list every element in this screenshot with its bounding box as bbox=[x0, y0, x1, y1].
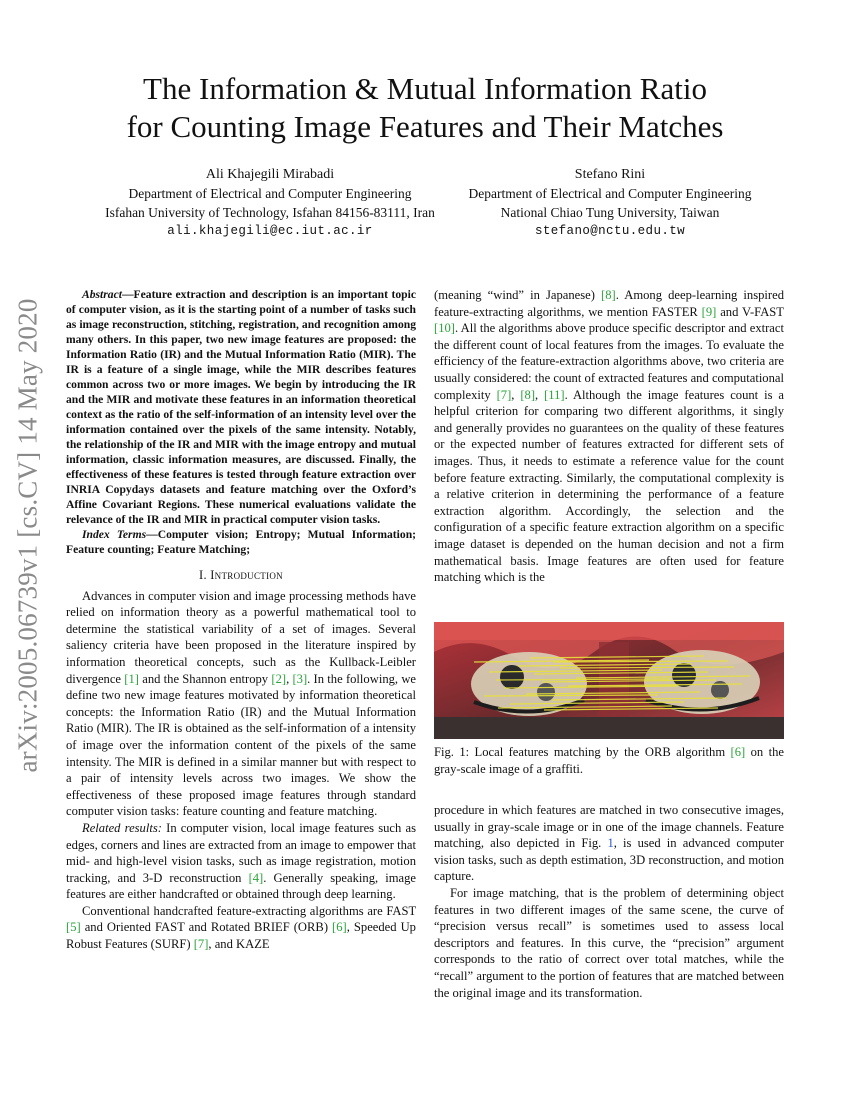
text-run: . In the following, we define two new image features motivated by information theoretical concepts: the Information Ratio (IR) and the Mutual Information Ratio (MIR). The IR is obtained as the self-information of a intensity of image over the information content of the pixels of the same intensity. The MIR is defined in a similar manner but with respect to a pair of intensity levels across two images. We show the effectiveness of these proposed image features through standard computer vision tasks: feature counting and feature matching. bbox=[66, 671, 417, 819]
citation-link[interactable]: [2] bbox=[271, 671, 287, 686]
citation-link[interactable]: [8] bbox=[520, 387, 536, 402]
citation-link[interactable]: [8] bbox=[601, 288, 616, 302]
text-run: Fig. 1: Local features matching by the ORB algorithm bbox=[434, 745, 731, 759]
text-run: on the gray-scale image of a graffiti. bbox=[434, 745, 784, 776]
right-column-bottom bbox=[434, 802, 784, 1001]
paper-title bbox=[60, 70, 790, 146]
text-run: . Among deep-learning inspired feature-extracting algorithms, we mention FASTER bbox=[434, 288, 784, 319]
text-run: , and KAZE bbox=[208, 937, 270, 952]
author-name: Stefano Rini bbox=[574, 167, 646, 182]
citation-link[interactable]: [6] bbox=[730, 745, 746, 759]
citation-link[interactable]: [10] bbox=[434, 321, 455, 336]
right-paragraph-2 bbox=[434, 802, 784, 885]
text-run: and Oriented FAST and Rotated BRIEF (ORB) bbox=[80, 920, 333, 935]
citation-link[interactable]: [7] bbox=[496, 387, 512, 402]
citation-link[interactable]: [5] bbox=[66, 920, 81, 935]
text-run: , bbox=[535, 387, 545, 402]
text-run: , Speeded Up Robust Features (SURF) bbox=[66, 920, 416, 952]
right-paragraph-1 bbox=[434, 287, 784, 586]
related-results-label: Related results: bbox=[82, 820, 162, 835]
text-run: , is used in advanced computer vision tasks, such as depth estimation, 3D reconstruction, and motion capture. bbox=[434, 836, 784, 884]
text-run: procedure in which features are matched in two consecutive images, usually in gray-scale image or in one of the image channels. Feature matching, also depicted in Fig. bbox=[434, 803, 784, 851]
arxiv-stamp-text: arXiv:2005.06739v1 [cs.CV] 14 May 2020 bbox=[12, 297, 43, 773]
author-block-1 bbox=[80, 165, 460, 241]
right-column-top bbox=[434, 287, 784, 586]
abstract-label: Abstract bbox=[82, 288, 122, 301]
title-line-1: The Information & Mutual Information Ratio bbox=[143, 71, 707, 106]
text-run: , bbox=[511, 387, 521, 402]
right-paragraph-3: For image matching, that is the problem of determining object features in two different images of the same scene, the curve of “precision versus recall” is sometimes used to assess local descriptors and features. In this curve, the “precision” argument corresponds to the ratio of correct over total matches, while the “recall” argument to the portion of features that are matched between the original image and its transformation. bbox=[434, 885, 784, 1000]
author-affiliation: National Chiao Tung University, Taiwan bbox=[500, 205, 720, 220]
citation-link[interactable]: [3] bbox=[292, 671, 308, 686]
author-email[interactable]: ali.khajegili@ec.iut.ac.ir bbox=[167, 224, 373, 238]
figure-graffiti-matching bbox=[434, 622, 784, 739]
arxiv-stamp bbox=[6, 285, 50, 785]
author-block-2 bbox=[430, 165, 790, 241]
author-email[interactable]: stefano@nctu.edu.tw bbox=[534, 224, 686, 238]
text-run: . All the algorithms above produce specific descriptor and extract the different count of local features from the images. To evaluate the efficiency of the feature-extraction algorithms above, two criteria are usually considered: the count of extracted features and computational complexity bbox=[434, 321, 784, 402]
intro-paragraph-2 bbox=[66, 820, 416, 903]
section-title: Introduction bbox=[210, 568, 283, 582]
intro-paragraph-3 bbox=[66, 903, 416, 953]
citation-link[interactable]: [1] bbox=[124, 671, 139, 686]
text-run: and V-FAST bbox=[716, 304, 785, 319]
abstract-text: —Feature extraction and description is an important topic of computer vision, as it is the starting point of a number of tasks such as image reconstruction, stitching, registration, and recognition among many others. In this paper, two new image features are proposed: the Information Ratio (IR) and the Mutual Information Ratio (MIR). The IR is a feature of a single image, while the MIR describes features common across two or more images. We begin by introducing the IR and the MIR and motivate these features in an information theoretical context as the ratio of the self-information of an intensity level over the information contained over the pixels of the same intensity. Notably, the relationship of the IR and MIR with the image entropy and mutual information, classic information measures, are discussed. Finally, the effectiveness of these features is tested through feature extraction over INRIA Copydays datasets and feature matching over the Oxford’s Affine Covariant Regions. These numerical evaluations validate the relevance of the IR and MIR in practical computer vision tasks. bbox=[66, 288, 416, 526]
author-dept: Department of Electrical and Computer Engineering bbox=[128, 186, 412, 201]
author-name: Ali Khajegili Mirabadi bbox=[205, 167, 335, 182]
citation-link[interactable]: [11] bbox=[544, 387, 565, 402]
text-run: Advances in computer vision and image processing methods have relied on information theory as a powerful mathematical tool to determine the statistical variability of a set of images. Several saliency criteria have been proposed in the literature inspired by information theoretical concepts, such as the Kullback-Leibler divergence bbox=[66, 588, 416, 686]
citation-link[interactable]: [7] bbox=[193, 937, 209, 952]
text-run: . Although the image features count is a helpful criterion for comparing two different algorithms, it singly and generally provides no guarantees on the quality of these features or the expected number of features extracted for different sets of images. Thus, it needs to estimate a reference value for the count before feature extracting. Similarly, the computational complexity is a relative criterion in determining the performance of a feature extraction algorithm. Accordingly, the selection and the configuration of a specific feature extraction algorithm on a specific image dataset is depended on the human decision and not a firm mathematical basis. Image features are often used for feature matching which is the bbox=[434, 387, 784, 585]
section-heading bbox=[66, 567, 416, 584]
citation-link[interactable]: [6] bbox=[332, 920, 347, 935]
index-terms-text: —Computer vision; Entropy; Mutual Information; Feature counting; Feature Matching; bbox=[66, 528, 416, 556]
citation-link[interactable]: [4] bbox=[248, 870, 264, 885]
figure-reference-link[interactable]: 1 bbox=[607, 836, 614, 851]
section-number: I. bbox=[199, 568, 211, 582]
title-line-2: for Counting Image Features and Their Matches bbox=[126, 109, 724, 144]
graffiti-image bbox=[434, 622, 784, 739]
text-run: (meaning “wind” in Japanese) bbox=[434, 288, 602, 302]
author-affiliation: Isfahan University of Technology, Isfahan 84156-83111, Iran bbox=[105, 205, 435, 220]
author-dept: Department of Electrical and Computer Engineering bbox=[468, 186, 752, 201]
text-run: Conventional handcrafted feature-extracting algorithms are FAST bbox=[82, 903, 416, 918]
text-run: , bbox=[286, 671, 293, 686]
abstract bbox=[66, 287, 416, 527]
citation-link[interactable]: [9] bbox=[701, 304, 717, 319]
index-terms bbox=[66, 527, 416, 557]
left-column bbox=[66, 287, 416, 953]
figure-caption bbox=[434, 744, 784, 777]
index-terms-label: Index Terms bbox=[82, 528, 147, 541]
text-run: . Generally speaking, image features are either handcrafted or obtained through deep learning. bbox=[66, 870, 416, 902]
intro-paragraph-1 bbox=[66, 588, 416, 820]
text-run: In computer vision, local image features such as edges, corners and lines are extracted from an image to empower that mid- and high-level vision tasks, such as image registration, motion tracking, and 3-D reconstruction bbox=[66, 820, 416, 885]
text-run: and the Shannon entropy bbox=[138, 671, 272, 686]
